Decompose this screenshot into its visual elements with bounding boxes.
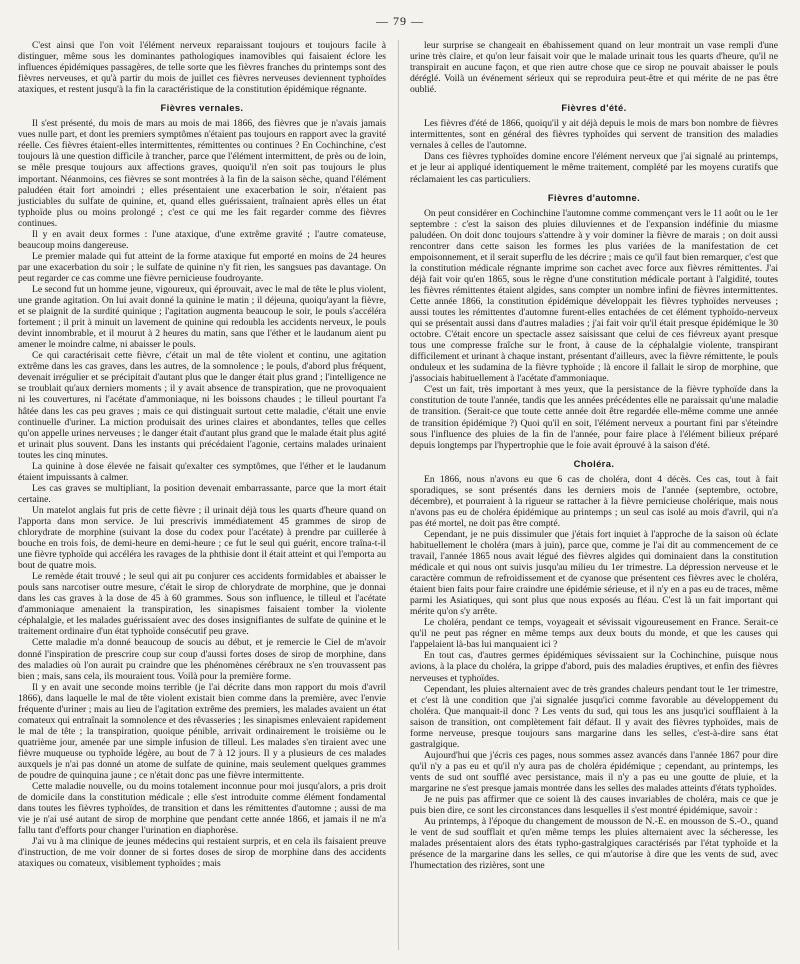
paragraph: Il y en avait deux formes : l'une ataxique, d'une extrême gravité ; l'autre comateuse, beaucoup moins dangereuse. [18,228,386,251]
paragraph: On peut considérer en Cochinchine l'automne comme commençant vers le 11 août ou le 1er septembre : c'est la saison des pluies diluviennes et de l'expansion indéfinie du miasme paludéen. On doit donc toujours s'attendre à y voir dominer la fièvre de marais ; on doit aussi rencontrer dans cette saison les formes les plus variées de la manifestation de cet empoisonnement, et il serait superflu de les décrire ; mais ce qu'il faut bien remarquer, c'est que la constitution médicale régnante imprime son cachet avec force aux fièvres rémittentes. J'ai déjà fait voir qu'en 1865, sous le règne d'une constitution médicale portant à l'algidité, toutes les fièvres rémittentes étaient algides, sans compter un nombre infini de fièvres intermittentes. Cette année 1866, la constitution épidémique développait les fièvres typhoïdes nerveuses ; aussi toutes les rémittentes d'automne furent-elles entachées de cet élément typhoïdo-nerveux qui se présentait aussi dans d'autres maladies ; j'ai fait voir qu'il était presque épidémique le 30 octobre. C'était encore un spectacle assez saisissant que celui de ces fiévreux ayant presque tous une compresse fraîche sur le front, à cause de la céphalalgie violente, transpirant difficilement et urinant à chaque instant, présentant d'ailleurs, avec la fièvre rémittente, le pouls onduleux et les sudamina de la fièvre typhoïde ; là encore il fallait le sirop de morphine, que j'associais habituellement à l'acétate d'ammoniaque. [410,207,778,385]
paragraph: Je ne puis pas affirmer que ce soient là des causes invariables de choléra, mais ce que je puis bien dire, ce sont les circonstances dans lesquelles il s'est montré épidémique, savoir : [410,794,778,817]
right-column [410,40,778,871]
paragraph: Un matelot anglais fut pris de cette fièvre ; il urinait déjà tous les quarts d'heure quand on l'apporta dans mon service. Je lui prescrivis immédiatement 45 grammes de sirop de chlorydrate de morphine (suivant la dose du codex pour l'acétate) à prendre par cuillerée à bouche en trois fois, de demi-heure en demi-heure ; ce fut le seul qui guérit, encore traîna-t-il une fièvre typhoïde qui accéléra les ravages de la phthisie dont il était atteint et qui l'emporta au bout de quatre mois. [18,504,386,572]
paragraph: En tout cas, d'autres germes épidémiques sévissaient sur la Cochinchine, puisque nous avions, à la place du choléra, la grippe d'abord, puis des maladies éruptives, et enfin des fièvres nerveuses et typhoïdes. [410,650,778,684]
intro-paragraph: C'est ainsi que l'on voit l'élément nerveux reparaissant toujours et toujours facile à distinguer, même sous les dominantes pathologiques inamovibles qui faisaient éclore les influences épidémiques passagères, de telle sorte que les fièvres franches du printemps sont des fièvres nerveuses, et qu'à partir du mois de juillet ces fièvres nerveuses deviennent typhoïdes ataxiques, et restent jusqu'à la fin la caractéristique de la constitution épidémique régnante. [18,40,386,96]
section-heading-fievres-ete: Fièvres d'été. [561,102,627,114]
paragraph: Le premier malade qui fut atteint de la forme ataxique fut emporté en moins de 24 heures par une exacerbation du soir ; le sulfate de quinine n'y fit rien, les sangsues pas davantage. On peut regarder ce cas comme une fièvre pernicieuse foudroyante. [18,250,386,284]
paragraph: Ce qui caractérisait cette fièvre, c'était un mal de tête violent et continu, une agitation extrême dans les cas graves, dans les autres, de la somnolence ; le pouls, d'abord plus fréquent, devenait irrégulier et se précipitait d'autant plus que le danger était plus grand ; l'intelligence ne se troublait qu'aux derniers moments ; il y avait absence de transpiration, que ne provoquaient ni les couvertures, ni l'acétate d'ammoniaque, ni les boissons chaudes ; le tilleul pourtant l'a hâtée dans les cas peu graves ; mais ce qui distinguait surtout cette maladie, c'était une envie continuelle d'uriner. La miction produisait des urines claires et abondantes, telles que celles qu'on appelle urines nerveuses ; le danger était d'autant plus grand que le malade était plus agité et urinait plus souvent. Dans les instants qui précédaient l'agonie, certains malades urinaient toutes les cinq minutes. [18,350,386,461]
paragraph: J'ai vu à ma clinique de jeunes médecins qui restaient surpris, et en cela ils faisaient preuve d'instruction, de me voir donner de si fortes doses de sirop de morphine dans des accidents ataxiques ou comateux, visiblement typhoïdes ; mais [18,836,386,870]
paragraph: Le second fut un homme jeune, vigoureux, qui éprouvait, avec le mal de tête le plus violent, une grande agitation. On lui avait donné la quinine le matin ; il déjeuna, quoiqu'ayant la fièvre, et se plaignit de la surdité quinique ; l'agitation augmenta beaucoup le soir, le pouls s'accéléra fortement ; il prit à minuit un lavement de quinine qui redoubla les accidents nerveux, le pouls devint innombrable, et il mourut à 2 heures du matin, sans que l'éther et le laudanum aient pu amener le moindre calme, ni abaisser le pouls. [18,283,386,351]
page-number: — 79 — [376,14,424,28]
paragraph: Au printemps, à l'époque du changement de mousson de N.-E. en mousson de S.-O., quand le vent de sud soufflait et qu'en même temps les pluies alternaient avec la sécheresse, les malades présentaient alors des états typho-gastralgiques caractérisés par l'état typhoïde et la présence de la margarine dans les selles, ce qui m'autorise à dire que les vents de sud, avec l'humectation des rizières, sont une [410,816,778,872]
paragraph: Cependant, les pluies alternaient avec de très grandes chaleurs pendant tout le 1er trimestre, et c'est là une condition que j'ai signalée jusqu'ici comme favorable au développement du choléra. Que manquait-il donc ? Les vents du sud, qui tous les ans jusqu'ici soufflaient à la saison de transition, ont complètement fait défaut. Il y avait des fièvres typhoïdes, mais de forme nerveuse, presque toujours sans margarine dans les selles, c'est-à-dire sans état gastralgique. [410,683,778,750]
paragraph: Cependant, je ne puis dissimuler que j'étais fort inquiet à l'approche de la saison où éclate habituellement le choléra (mars à juin), parce que, comme je l'ai dit au commencement de ce travail, l'année 1865 nous avait légué des fièvres algides qui dominaient dans la constitution médicale et qui nous ont suivis jusqu'au milieu du 1er trimestre. La dépression nerveuse et le caractère commun de refroidissement et de cyanose que présentent ces fièvres avec le choléra, étaient bien faits pour faire craindre une épidémie sérieuse, et il n'y en a pas eu de traces, même parmi les Asiatiques, qui sont plus que nous exposés au fléau. C'est là un fait important qui mérite qu'on s'y arrête. [410,528,778,618]
section-heading-fievres-vernales: Fièvres vernales. [160,102,244,114]
paragraph: Aujourd'hui que j'écris ces pages, nous sommes assez avancés dans l'année 1867 pour dire qu'il n'y a pas eu et qu'il n'y aura pas de choléra épidémique ; cependant, au printemps, les vents de sud ont soufflé avec persistance, mais il n'y a pas eu une goutte de pluie, et la margarine ne s'est presque jamais montrée dans les selles des malades atteints d'états typhoïdes. [410,749,778,794]
paragraph: Il y en avait une seconde moins terrible (je l'ai décrite dans mon rapport du mois d'avril 1866), dans laquelle le mal de tête violent existait bien comme dans la première, avec l'envie fréquente d'uriner ; mais au lieu de l'agitation extrême des premiers, les malades avaient un état comateux qui entraînait la somnolence et des rêvasseries ; les sinapismes enlevaient rapidement le mal de tête ; la transpiration, quoique pénible, arrivait ordinairement le troisième ou le quatrième jour, amenée par une simple infusion de tilleul. Les malades s'en tiraient avec une fièvre muqueuse ou typhoïde légère, au bout de 7 à 12 jours. Il y a plusieurs de ces malades auxquels je n'ai pas donné un atome de sulfate de quinine, mais seulement quelques grammes de poudre de quinquina jaune ; ce n'était donc pas une fièvre intermittente. [18,681,386,782]
section-heading-fievres-automne: Fièvres d'automne. [547,191,641,203]
paragraph: C'est un fait, très important à mes yeux, que la persistance de la fièvre typhoïde dans la constitution de toute l'année, tandis que les années précédentes elle ne paraissait qu'une maladie de transition. (Serait-ce que toute cette année doit être regardée elle-même comme une année de transition épidémique ?) Quoi qu'il en soit, l'élément nerveux a pourtant fini par s'éteindre sous l'influence des pluies de la fin de l'année, pour faire place à l'élément bilieux préparé depuis longtemps par l'hypertrophie que le foie avait éprouvé à la saison d'été. [410,384,778,451]
section-heading-cholera: Choléra. [573,457,615,469]
column-divider [398,40,399,950]
left-column [18,40,386,869]
paragraph: Le remède était trouvé ; le seul qui ait pu conjurer ces accidents formidables et abaisser le pouls sans narcotiser outre mesure, c'était le sirop de chlorydrate de morphine, que je donnai dans les cas graves à la dose de 45 à 60 grammes. Sous son influence, le tilleul et l'acétate d'ammoniaque amenaient la transpiration, les sinapismes faisaient tomber la violente céphalalgie, et les malades guérissaient avec des doses insignifiantes de sulfate de quinine et le traitement ordinaire d'un état typhoïde consécutif peu grave. [18,571,386,638]
paragraph: Les cas graves se multipliant, la position devenait embarrassante, parce que la mort était certaine. [18,482,386,505]
paragraph: Il s'est présenté, du mois de mars au mois de mai 1866, des fièvres que je n'avais jamais vues nulle part, et dont les premiers symptômes n'étaient pas toujours en rapport avec la gravité réelle. Ces fièvres étaient-elles intermittentes, rémittentes ou continues ? En Cochinchine, c'est toujours là une question difficile à trancher, parce que l'élément intermittent, de près ou de loin, se mêle presque toujours aux affections graves, quoiqu'il n'en soit pas toujours le plus important. Néanmoins, ces fièvres se sont montrées à la fin de la saison sèche, quand l'élément paludéen était fort amoindri ; elles présentaient une exacerbation le soir, n'étaient pas justiciables du sulfate de quinine, et, quand elles guérissaient, traînaient après elles un état typhoïde plus ou moins prolongé ; c'est ce qui me les fait regarder comme des fièvres continues. [18,118,386,229]
continuation-paragraph: leur surprise se changeait en ébahissement quand on leur montrait un vase rempli d'une urine très claire, et qu'on leur faisait voir que le malade urinait tous les quarts d'heure, qu'il ne transpirait en aucune façon, et que rien autre chose que ce sirop ne pouvait abaisser le pouls déréglé. Voilà un événement sérieux qui se reproduira peut-être et qui mérite de ne pas être oublié. [410,40,778,96]
paragraph: En 1866, nous n'avons eu que 6 cas de choléra, dont 4 décès. Ces cas, tout à fait sporadiques, se sont présentés dans les derniers mois de l'année (septembre, octobre, décembre), et pourraient à la rigueur se rattacher à la fièvre pernicieuse cholérique, mais nous n'avons pas eu de choléra épidémique au printemps ; un seul cas isolé au mois d'avril, qui n'a pas été mortel, ne doit pas être compté. [410,473,778,529]
paragraph: La quinine à dose élevée ne faisait qu'exalter ces symptômes, que l'éther et le laudanum étaient impuissants à calmer. [18,460,386,483]
paragraph: Le choléra, pendant ce temps, voyageait et sévissait vigoureusement en France. Serait-ce qu'il ne peut pas régner en même temps aux deux bouts du monde, et que les causes qui l'appelaient là-bas lui manquaient ici ? [410,617,778,651]
paragraph: Cette maladie nouvelle, ou du moins totalement inconnue pour moi jusqu'alors, a pris droit de domicile dans la constitution médicale ; elle s'est introduite comme élément fondamental dans toutes les fièvres typhoïdes, de transition et dans les rémittentes d'automne ; aussi de ma vie je n'ai usé autant de sirop de morphine que pendant cette année 1866, et jamais il ne m'a fallu tant d'efforts pour changer l'urination en diaphorèse. [18,781,386,837]
paragraph: Dans ces fièvres typhoïdes domine encore l'élément nerveux que j'ai signalé au printemps, et je leur ai appliqué identiquement le même traitement, complété par les moyens curatifs que réclamaient les cas particuliers. [410,151,778,185]
paragraph: Cette maladie m'a donné beaucoup de soucis au début, et je remercie le Ciel de m'avoir donné l'inspiration de prescrire coup sur coup d'aussi fortes doses de sirop de morphine, dans des maladies où l'on aurait pu craindre que les phénomènes cérébraux ne s'en trouvassent pas bien ; mais, sans cela, ils mouraient tous. Voilà pour la première forme. [18,637,386,682]
paragraph: Les fièvres d'été de 1866, quoiqu'il y ait déjà depuis le mois de mars bon nombre de fièvres intermittentes, sont en général des fièvres typhoïdes qui servent de transition des maladies vernales à celles de l'automne. [410,118,778,152]
